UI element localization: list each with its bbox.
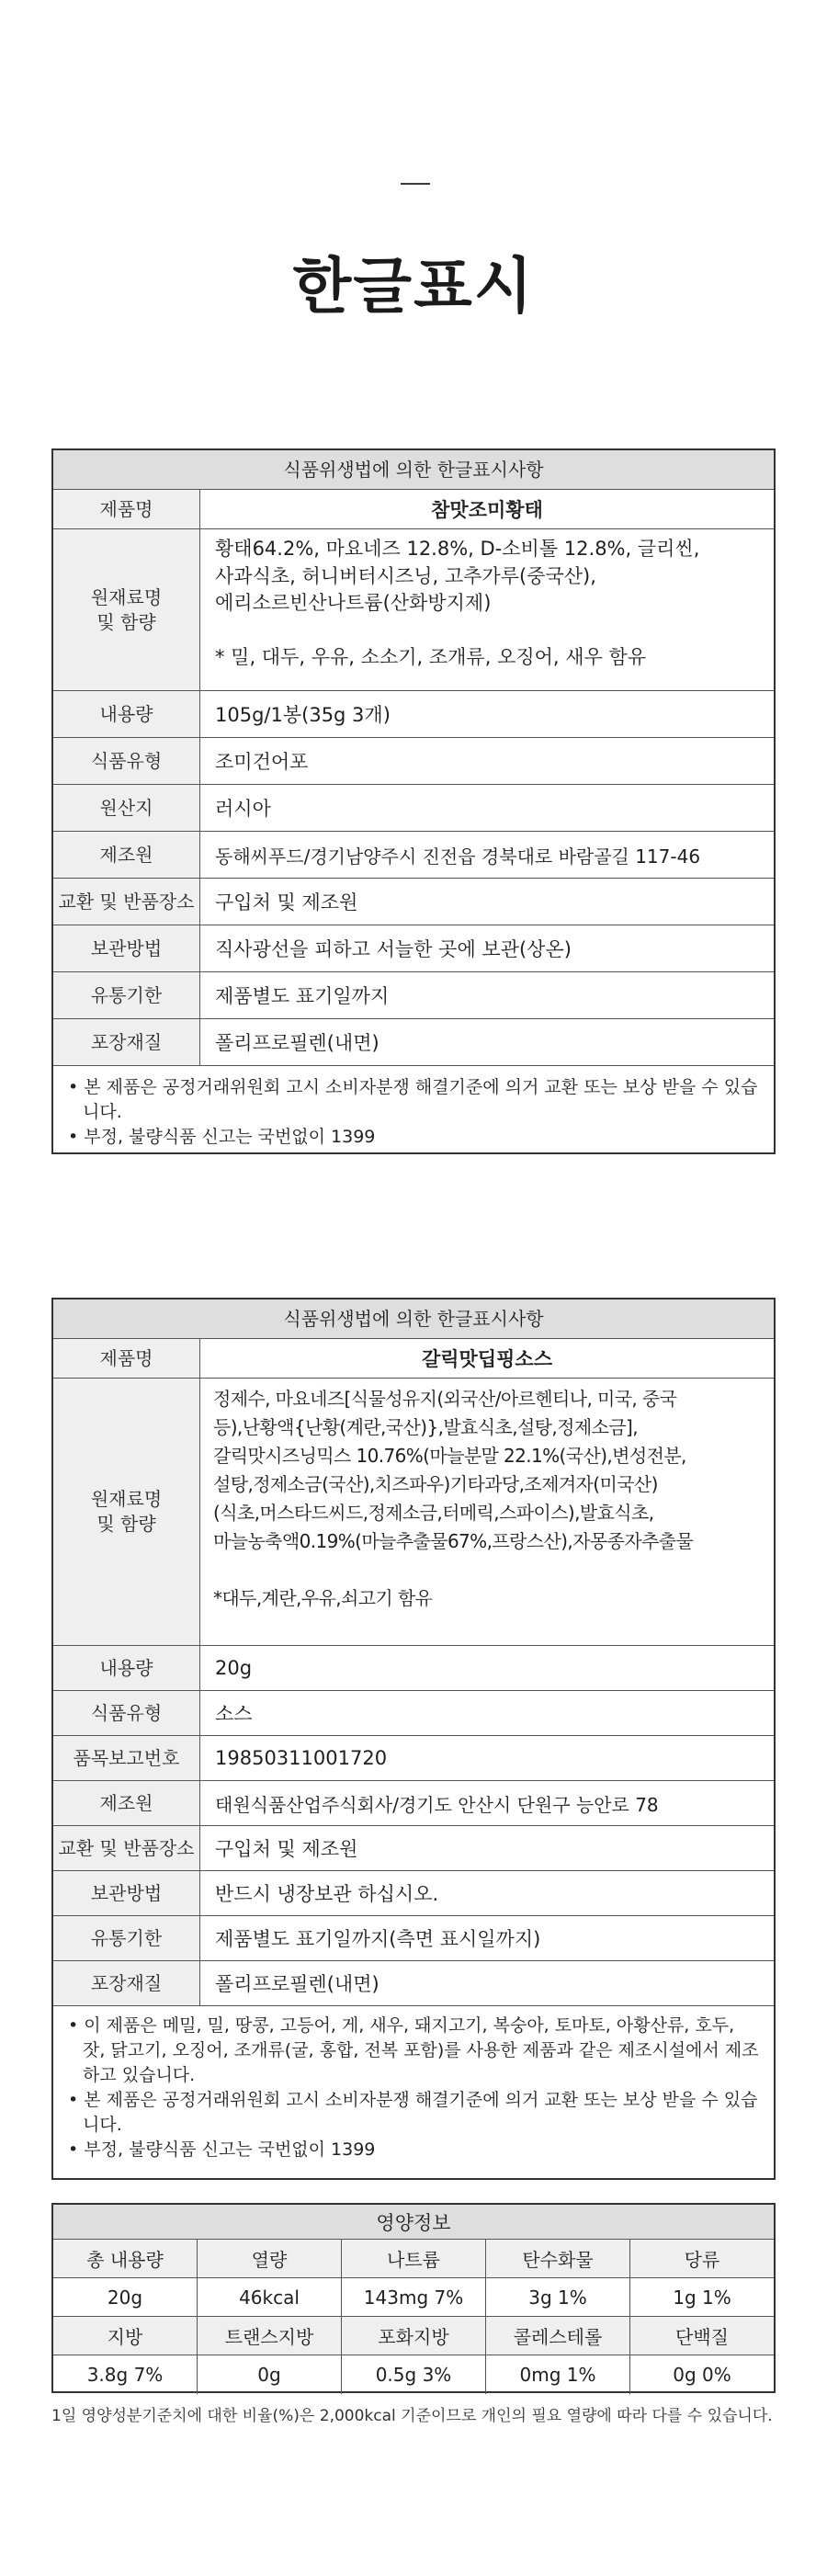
nutrition-value-cell: 143mg 7%: [342, 2278, 486, 2316]
row-value: 구입처 및 제조원: [215, 1838, 358, 1860]
row-label: 제조원: [53, 832, 200, 878]
nutrition-header-cell: 단백질: [630, 2317, 774, 2355]
row-value: 동해씨푸드/경기남양주시 진전읍 경북대로 바람골길 117-46: [215, 845, 701, 868]
table-row: [53, 879, 774, 925]
nutrition-value-cell: 0mg 1%: [486, 2355, 630, 2394]
row-label: 유통기한: [53, 1916, 200, 1960]
table-row: [53, 1019, 774, 1066]
table-row: [53, 1379, 774, 1646]
nutrition-header-cell: 콜레스테롤: [486, 2317, 630, 2355]
row-label: 제품명: [53, 1339, 200, 1378]
row-label: 보관방법: [53, 925, 200, 971]
table-row: [53, 925, 774, 972]
row-value: 조미건어포: [215, 751, 309, 773]
nutrition-header-cell: 총 내용량: [53, 2240, 198, 2277]
row-label: 원재료명 및 함량: [53, 1379, 200, 1645]
table-row: [53, 1339, 774, 1379]
row-value: 폴리프로필렌(내면): [215, 1973, 380, 1995]
row-label: 식품유형: [53, 738, 200, 784]
row-value: 참맛조미황태: [431, 499, 543, 521]
row-value: 직사광선을 피하고 서늘한 곳에 보관(상온): [215, 938, 572, 960]
label-table-1: [51, 448, 776, 1154]
row-label: 원재료명 및 함량: [53, 529, 200, 690]
nutrition-value-cell: 20g: [53, 2278, 198, 2316]
row-label: 교환 및 반품장소: [53, 1826, 200, 1870]
row-value: 제품별도 표기일까지(측면 표시일까지): [215, 1928, 541, 1950]
table-row: [53, 1961, 774, 2006]
row-label: 제품명: [53, 490, 200, 528]
row-label: 보관방법: [53, 1871, 200, 1915]
table-row: [53, 1826, 774, 1871]
row-label: 내용량: [53, 691, 200, 737]
page-title: 한글표시: [292, 251, 535, 322]
row-value: 폴리프로필렌(내면): [215, 1032, 380, 1054]
row-value: 19850311001720: [215, 1747, 388, 1769]
row-value: 러시아: [215, 798, 271, 820]
table-row: [53, 490, 774, 529]
row-label: 내용량: [53, 1646, 200, 1690]
row-value: 황태64.2%, 마요네즈 12.8%, D-소비톨 12.8%, 글리씬, 사과식초, 허니버터시즈닝, 고추가루(중국산), 에리소르빈산나트륨(산화방지제) * 밀, 대두, 우유, 소소기, 조개류, 오징어, 새우 함유: [215, 538, 700, 668]
nutrition-header-cell: 나트륨: [342, 2240, 486, 2277]
row-value: 105g/1봉(35g 3개): [215, 704, 391, 726]
nutrition-header-cell: 열량: [198, 2240, 342, 2277]
row-label: 품목보고번호: [53, 1736, 200, 1780]
nutrition-value-row: [53, 2355, 774, 2394]
note-item: • 본 제품은 공정거래위원회 고시 소비자분쟁 해결기준에 의거 교환 또는 보상 받을 수 있습니다.: [68, 2090, 758, 2135]
table-row: [53, 1916, 774, 1961]
nutrition-value-cell: 0.5g 3%: [342, 2355, 486, 2394]
table-row: [53, 1871, 774, 1916]
nutrition-value-cell: 46kcal: [198, 2278, 342, 2316]
note-item: • 부정, 불량식품 신고는 국번없이 1399: [68, 1127, 376, 1147]
table-row: [53, 1736, 774, 1781]
nutrition-value-cell: 0g 0%: [673, 2364, 731, 2386]
row-label: 유통기한: [53, 972, 200, 1018]
row-value: 갈릭맛딥핑소스: [421, 1348, 552, 1370]
nutrition-title: 영양정보: [53, 2205, 774, 2240]
note-item: • 부정, 불량식품 신고는 국번없이 1399: [68, 2139, 376, 2160]
row-label: 포장재질: [53, 1019, 200, 1065]
row-value: 정제수, 마요네즈[식물성유지(외국산/아르헨티나, 미국, 중국 등),난황액{난황(계란,국산)},발효식초,설탕,정제소금], 갈릭맛시즈닝믹스 10.76%(마늘분말 22.1%(국산),변성전분, 설탕,정제소금(국산),치즈파우)기타과당,조제겨자(미국산) (식초,머스타드씨드,정제소금,터메릭,스파이스),발효식초, 마늘농축액0.19%(마늘추출물67%,프랑스산),자몽종자추출물 *대두,계란,우유,쇠고기 함유: [213, 1388, 694, 1609]
row-label: 포장재질: [53, 1961, 200, 2005]
nutrition-header-cell: 포화지방: [342, 2317, 486, 2355]
nutrition-header-row: [53, 2317, 774, 2355]
row-value: 구입처 및 제조원: [215, 891, 358, 914]
table-row: [53, 832, 774, 879]
nutrition-footnote: 1일 영양성분기준치에 대한 비율(%)은 2,000kcal 기준이므로 개인의 필요 열량에 따라 다를 수 있습니다.: [51, 2407, 773, 2425]
title-dash-decoration: [401, 183, 430, 185]
note-item: • 본 제품은 공정거래위원회 고시 소비자분쟁 해결기준에 의거 교환 또는 보상 받을 수 있습니다.: [68, 1077, 758, 1122]
nutrition-header-cell: 트랜스지방: [198, 2317, 342, 2355]
nutrition-table: [51, 2203, 776, 2393]
table-2-title: 식품위생법에 의한 한글표시사항: [53, 1299, 774, 1339]
table-1-notes: [53, 1066, 774, 1150]
table-2-notes: [53, 2006, 774, 2162]
row-label: 교환 및 반품장소: [53, 879, 200, 925]
nutrition-header-cell: 탄수화물: [486, 2240, 630, 2277]
nutrition-value-cell: 0g: [198, 2355, 342, 2394]
row-value: 제품별도 표기일까지: [215, 985, 390, 1007]
nutrition-value-row: [53, 2278, 774, 2317]
table-row: [53, 691, 774, 738]
nutrition-value-cell: 1g 1%: [673, 2286, 731, 2309]
table-row: [53, 738, 774, 785]
nutrition-header-cell: 지방: [53, 2317, 198, 2355]
table-row: [53, 529, 774, 691]
table-row: [53, 972, 774, 1019]
row-value: 태원식품산업주식회사/경기도 안산시 단원구 능안로 78: [215, 1793, 659, 1816]
nutrition-value-cell: 3.8g 7%: [53, 2355, 198, 2394]
nutrition-header-cell: 당류: [630, 2240, 774, 2277]
row-value: 소스: [215, 1703, 253, 1725]
table-row: [53, 1691, 774, 1736]
table-row: [53, 1646, 774, 1691]
row-label: 식품유형: [53, 1691, 200, 1735]
nutrition-value-cell: 3g 1%: [486, 2278, 630, 2316]
label-table-2: [51, 1298, 776, 2180]
table-row: [53, 1781, 774, 1826]
table-1-title: 식품위생법에 의한 한글표시사항: [53, 450, 774, 490]
nutrition-header-row: [53, 2240, 774, 2278]
row-label: 원산지: [53, 785, 200, 831]
table-row: [53, 785, 774, 832]
row-label: 제조원: [53, 1781, 200, 1825]
note-item: • 이 제품은 메밀, 밀, 땅콩, 고등어, 게, 새우, 돼지고기, 복숭아, 토마토, 아황산류, 호두, 잣, 닭고기, 오징어, 조개류(굴, 홍합, 전복 포함)를 사용한 제품과 같은 제조시설에서 제조하고 있습니다.: [68, 2015, 759, 2085]
row-value: 반드시 냉장보관 하십시오.: [215, 1883, 439, 1905]
row-value: 20g: [215, 1657, 253, 1679]
